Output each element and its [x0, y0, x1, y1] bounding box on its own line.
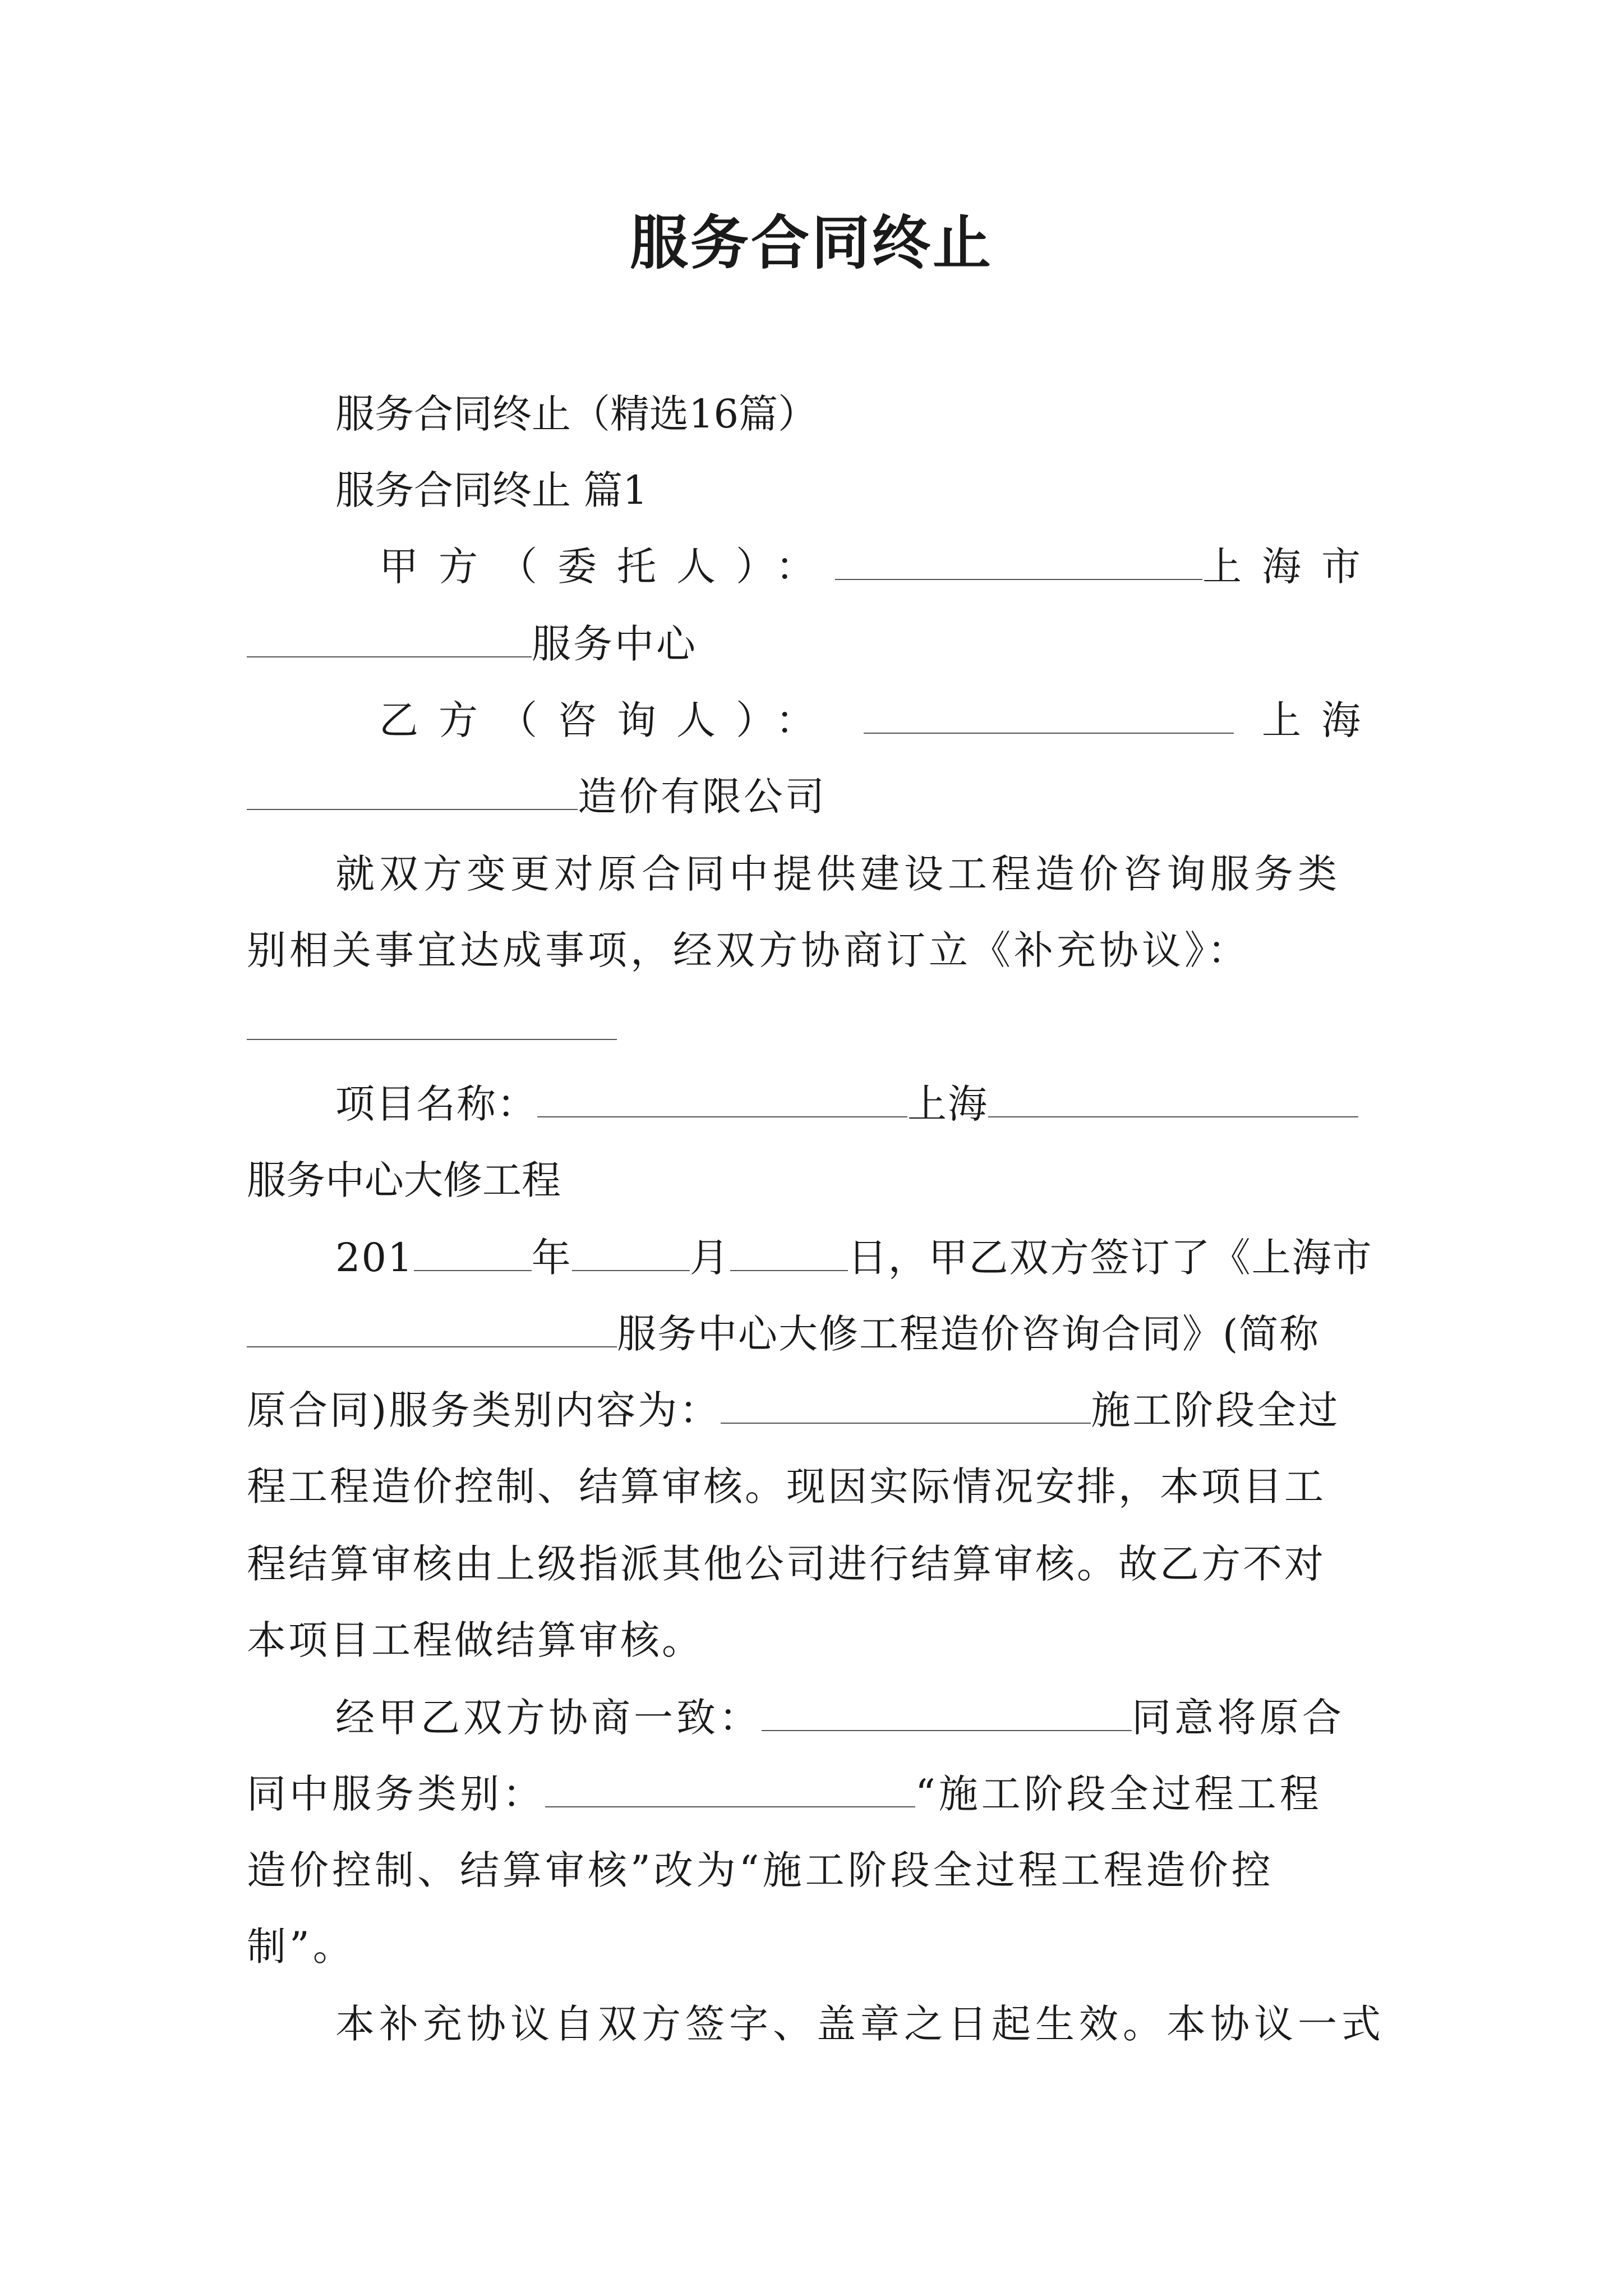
party-a-org-suffix: 服务中心 — [532, 621, 698, 667]
agree-line-2-a: 同中服务类别： — [247, 1771, 545, 1817]
party-a-org-line — [247, 616, 698, 672]
contract-line-2 — [247, 1306, 1320, 1362]
intro-blank-line — [247, 999, 617, 1055]
agree-blank-1 — [762, 1696, 1132, 1731]
contract-line-5: 程结算审核由上级指派其他公司进行结算审核。故乙方不对 — [247, 1541, 1326, 1587]
party-b-city: 上海 — [1262, 697, 1381, 743]
intro-blank — [247, 1005, 617, 1040]
project-blank-1 — [537, 1083, 907, 1117]
contract-line-3-b: 施工阶段全过 — [1091, 1387, 1340, 1433]
month-blank — [572, 1236, 690, 1271]
party-b-label: 乙方（咨询人）： — [379, 697, 835, 743]
day-blank — [730, 1236, 848, 1271]
contract-line-3-a: 原合同)服务类别内容为： — [247, 1387, 721, 1433]
agree-line-1 — [335, 1690, 1345, 1746]
party-a-line — [379, 539, 1381, 595]
agree-line-3: 造价控制、结算审核”改为“施工阶段全过程工程造价控 — [247, 1847, 1274, 1893]
intro-line-1: 就双方变更对原合同中提供建设工程造价咨询服务类 — [335, 851, 1341, 897]
day-text: 日，甲乙双方签订了《上海市 — [847, 1235, 1373, 1281]
party-b-org-suffix: 造价有限公司 — [578, 774, 827, 820]
year-prefix: 201 — [335, 1235, 414, 1281]
party-a-org-blank — [247, 623, 532, 657]
contract-line-3 — [247, 1382, 1340, 1438]
agree-line-4: 制”。 — [247, 1924, 356, 1970]
document-subtitle: 服务合同终止（精选16篇） — [335, 391, 818, 437]
party-b-org-blank — [247, 775, 578, 810]
party-b-line — [379, 692, 1381, 748]
party-a-city: 上海市 — [1202, 544, 1381, 590]
project-name: 服务中心大修工程 — [247, 1157, 561, 1203]
project-line — [335, 1076, 1358, 1132]
agree-line-2-b: “施工阶段全过程工程 — [915, 1771, 1322, 1817]
project-city: 上海 — [907, 1081, 988, 1127]
agree-line-1-a: 经甲乙双方协商一致： — [335, 1695, 762, 1741]
contract-date-line — [335, 1230, 1373, 1286]
agree-line-1-b: 同意将原合 — [1132, 1695, 1345, 1741]
year-blank — [414, 1236, 532, 1271]
project-label: 项目名称： — [335, 1081, 537, 1127]
contract-name-blank — [247, 1313, 617, 1347]
service-content-blank — [721, 1389, 1091, 1424]
project-blank-2 — [988, 1083, 1358, 1117]
contract-line-2-text: 服务中心大修工程造价咨询合同》(简称 — [617, 1311, 1320, 1357]
party-a-blank — [835, 545, 1202, 580]
month-label: 月 — [689, 1235, 730, 1281]
party-b-org-line — [247, 769, 827, 825]
party-a-label: 甲方（委托人）： — [379, 544, 835, 590]
contract-line-4: 程工程造价控制、结算审核。现因实际情况安排，本项目工 — [247, 1464, 1326, 1510]
party-b-blank — [864, 699, 1234, 734]
intro-line-2: 别相关事宜达成事项，经双方协商订立《补充协议》： — [247, 927, 1250, 973]
contract-line-6: 本项目工程做结算审核。 — [247, 1617, 703, 1663]
agree-line-2 — [247, 1766, 1322, 1822]
year-label: 年 — [531, 1235, 572, 1281]
section-heading: 服务合同终止 篇1 — [335, 467, 648, 513]
effect-line-1: 本补充协议自双方签字、盖章之日起生效。本协议一式 — [335, 2001, 1385, 2047]
document-title: 服务合同终止 — [629, 209, 993, 277]
agree-blank-2 — [545, 1773, 915, 1807]
